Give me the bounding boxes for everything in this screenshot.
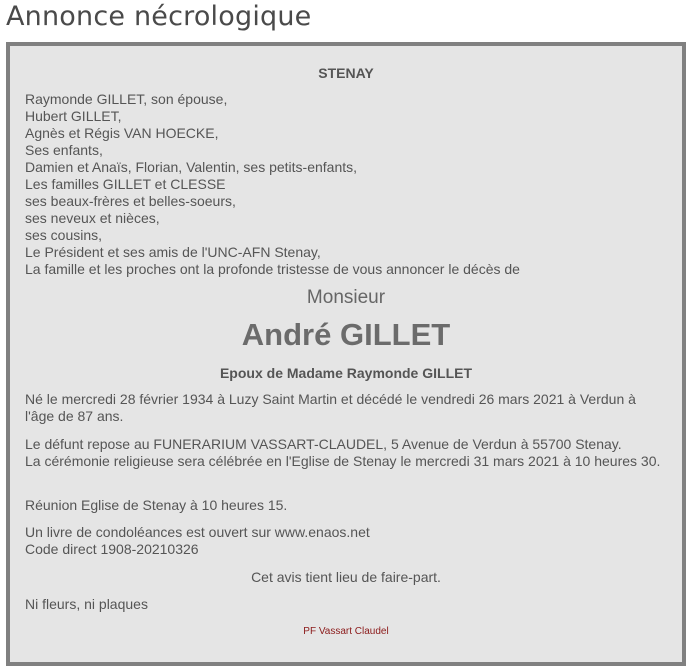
- family-line: Ses enfants,: [25, 142, 103, 158]
- flowers-line: Ni fleurs, ni plaques: [25, 596, 148, 612]
- condolences-paragraph: [25, 524, 667, 558]
- faire-part-line: Cet avis tient lieu de faire-part.: [251, 569, 441, 585]
- family-line: Le Président et ses amis de l'UNC-AFN Stenay,: [25, 244, 321, 260]
- family-line: Raymonde GILLET, son épouse,: [25, 91, 228, 107]
- family-line: ses beaux-frères et belles-soeurs,: [25, 193, 236, 209]
- funeral-home-signature: PF Vassart Claudel: [303, 626, 389, 637]
- arrangements-paragraph: [25, 436, 667, 470]
- family-line: Hubert GILLET,: [25, 108, 122, 124]
- ceremony-line: La cérémonie religieuse sera célébrée en l'Eglise de Stenay le mercredi 31 mars 2021 à 10 heures 30.: [25, 453, 661, 469]
- obituary-notice-content: [25, 46, 667, 662]
- code-line: Code direct 1908-20210326: [25, 541, 199, 557]
- notice-city: STENAY: [318, 65, 374, 81]
- obituary-notice-frame: [6, 42, 686, 666]
- family-line: ses cousins,: [25, 227, 103, 243]
- family-list: [25, 91, 667, 278]
- birth-death-paragraph: Né le mercredi 28 février 1934 à Luzy Saint Martin et décédé le vendredi 26 mars 2021 à Verdun à l'âge de 87 ans.: [25, 391, 636, 424]
- honorific: Monsieur: [306, 287, 386, 308]
- family-line: Les familles GILLET et CLESSE: [25, 176, 226, 192]
- page-heading: Annonce nécrologique: [6, 1, 312, 32]
- family-line: La famille et les proches ont la profonde tristesse de vous annoncer le décès de: [25, 261, 520, 277]
- family-line: ses neveux et nièces,: [25, 210, 160, 226]
- spouse-line: Epoux de Madame Raymonde GILLET: [219, 365, 473, 381]
- rest-line: Le défunt repose au FUNERARIUM VASSART-CLAUDEL, 5 Avenue de Verdun à 55700 Stenay.: [25, 436, 622, 452]
- family-line: Damien et Anaïs, Florian, Valentin, ses petits-enfants,: [25, 159, 358, 175]
- deceased-name: André GILLET: [241, 317, 451, 352]
- condolences-line: Un livre de condoléances est ouvert sur www.enaos.net: [25, 524, 370, 540]
- meeting-paragraph: Réunion Eglise de Stenay à 10 heures 15.: [25, 497, 288, 513]
- family-line: Agnès et Régis VAN HOECKE,: [25, 125, 219, 141]
